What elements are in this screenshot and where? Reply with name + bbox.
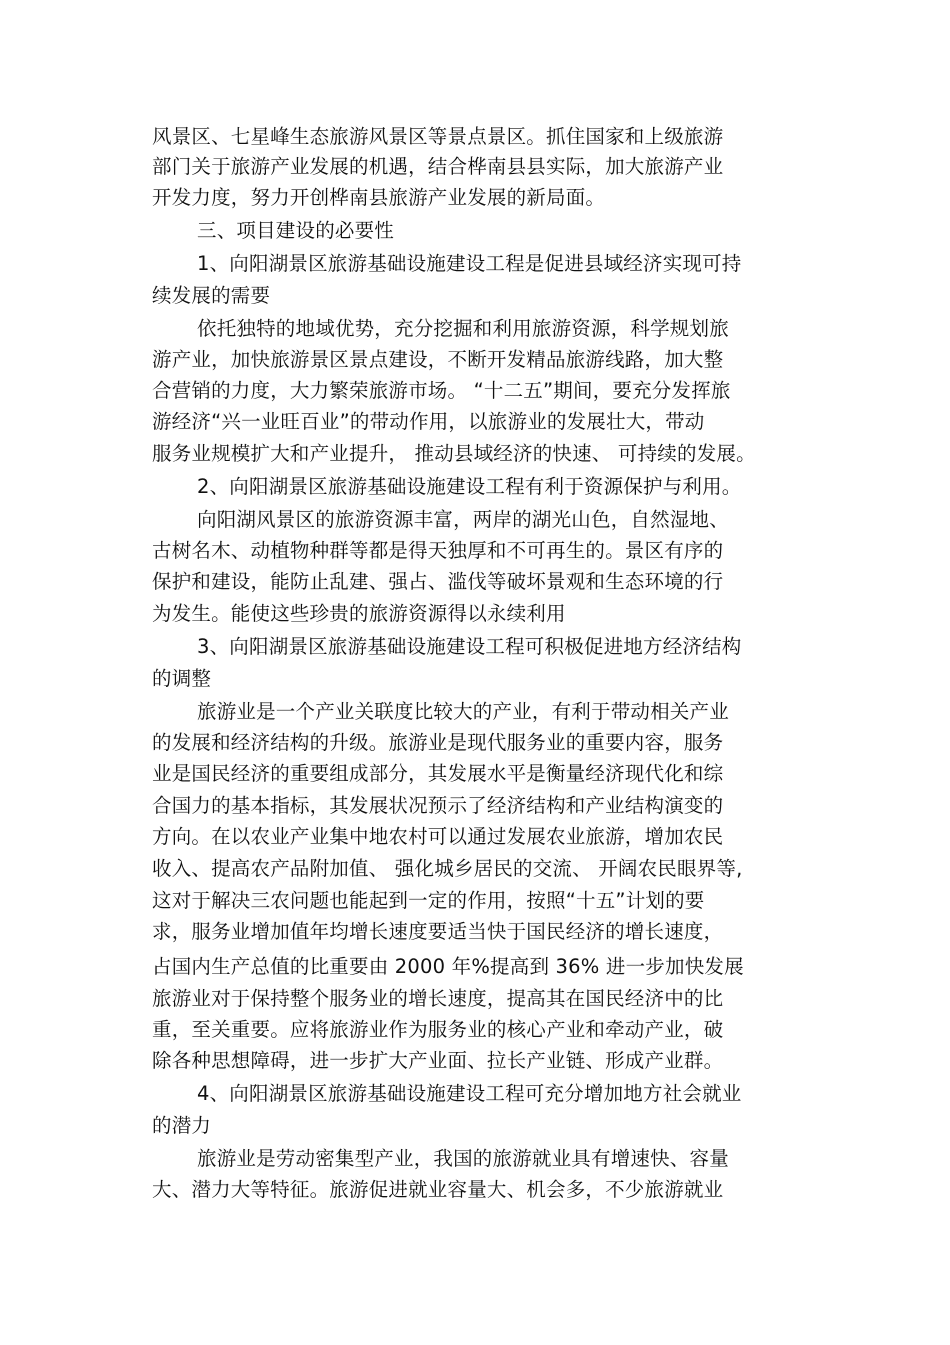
text-line: 风景区、七星峰生态旅游风景区等景点景区。抓住国家和上级旅游 [152,125,724,148]
text-line: 为发生。能使这些珍贵的旅游资源得以永续利用 [152,602,566,625]
text-line: 游经济“兴一业旺百业”的带动作用，以旅游业的发展壮大，带动 [152,410,705,433]
text-line: 重，至关重要。应将旅游业作为服务业的核心产业和牵动产业，破 [152,1018,724,1041]
text-line: 方向。在以农业产业集中地农村可以通过发展农业旅游，增加农民 [152,825,724,848]
text-line: 部门关于旅游产业发展的机遇，结合桦南县县实际，加大旅游产业 [152,155,724,178]
subsection-heading: 1、向阳湖景区旅游基础设施建设工程是促进县域经济实现可持 [197,252,742,275]
text-line: 游产业，加快旅游景区景点建设，不断开发精品旅游线路，加大整 [152,348,724,371]
text-line: 旅游业是一个产业关联度比较大的产业，有利于带动相关产业 [197,700,729,723]
text-line: 保护和建设，能防止乱建、强占、滥伐等破坏景观和生态环境的行 [152,570,724,593]
subsection-heading-cont: 的潜力 [152,1114,212,1137]
text-line: 向阳湖风景区的旅游资源丰富，两岸的湖光山色，自然湿地、 [197,508,729,531]
text-line: 大、潜力大等特征。旅游促进就业容量大、机会多，不少旅游就业 [152,1178,724,1201]
text-line: 的发展和经济结构的升级。旅游业是现代服务业的重要内容，服务 [152,731,724,754]
subsection-heading-cont: 的调整 [152,667,212,690]
text-line: 开发力度，努力开创桦南县旅游产业发展的新局面。 [152,186,606,209]
text-line: 这对于解决三农问题也能起到一定的作用，按照“十五”计划的要 [152,889,705,912]
text-line: 求，服务业增加值年均增长速度要适当快于国民经济的增长速度， [152,920,724,943]
text-line: 依托独特的地域优势，充分挖掘和利用旅游资源，科学规划旅 [197,317,729,340]
text-line: 旅游业是劳动密集型产业，我国的旅游就业具有增速快、容量 [197,1147,729,1170]
subsection-heading: 2、向阳湖景区旅游基础设施建设工程有利于资源保护与利用。 [197,475,742,498]
text-line: 古树名木、动植物种群等都是得天独厚和不可再生的。景区有序的 [152,539,724,562]
text-line: 合国力的基本指标，其发展状况预示了经济结构和产业结构演变的 [152,794,724,817]
section-heading: 三、项目建设的必要性 [197,219,395,242]
text-line: 旅游业对于保持整个服务业的增长速度，提高其在国民经济中的比 [152,987,724,1010]
text-line: 业是国民经济的重要组成部分，其发展水平是衡量经济现代化和综 [152,762,724,785]
subsection-heading: 4、向阳湖景区旅游基础设施建设工程可充分增加地方社会就业 [197,1082,742,1105]
text-line: 占国内生产总值的比重要由 2000 年%提高到 36% 进一步加快发展 [152,955,744,978]
subsection-heading: 3、向阳湖景区旅游基础设施建设工程可积极促进地方经济结构 [197,635,742,658]
text-line: 服务业规模扩大和产业提升， 推动县域经济的快速、 可持续的发展。 [152,442,756,465]
text-line: 除各种思想障碍，进一步扩大产业面、拉长产业链、形成产业群。 [152,1049,724,1072]
subsection-heading-cont: 续发展的需要 [152,284,271,307]
text-line: 合营销的力度，大力繁荣旅游市场。 “十二五”期间，要充分发挥旅 [152,379,731,402]
text-line: 收入、提高农产品附加值、 强化城乡居民的交流、 开阔农民眼界等, [152,857,743,880]
